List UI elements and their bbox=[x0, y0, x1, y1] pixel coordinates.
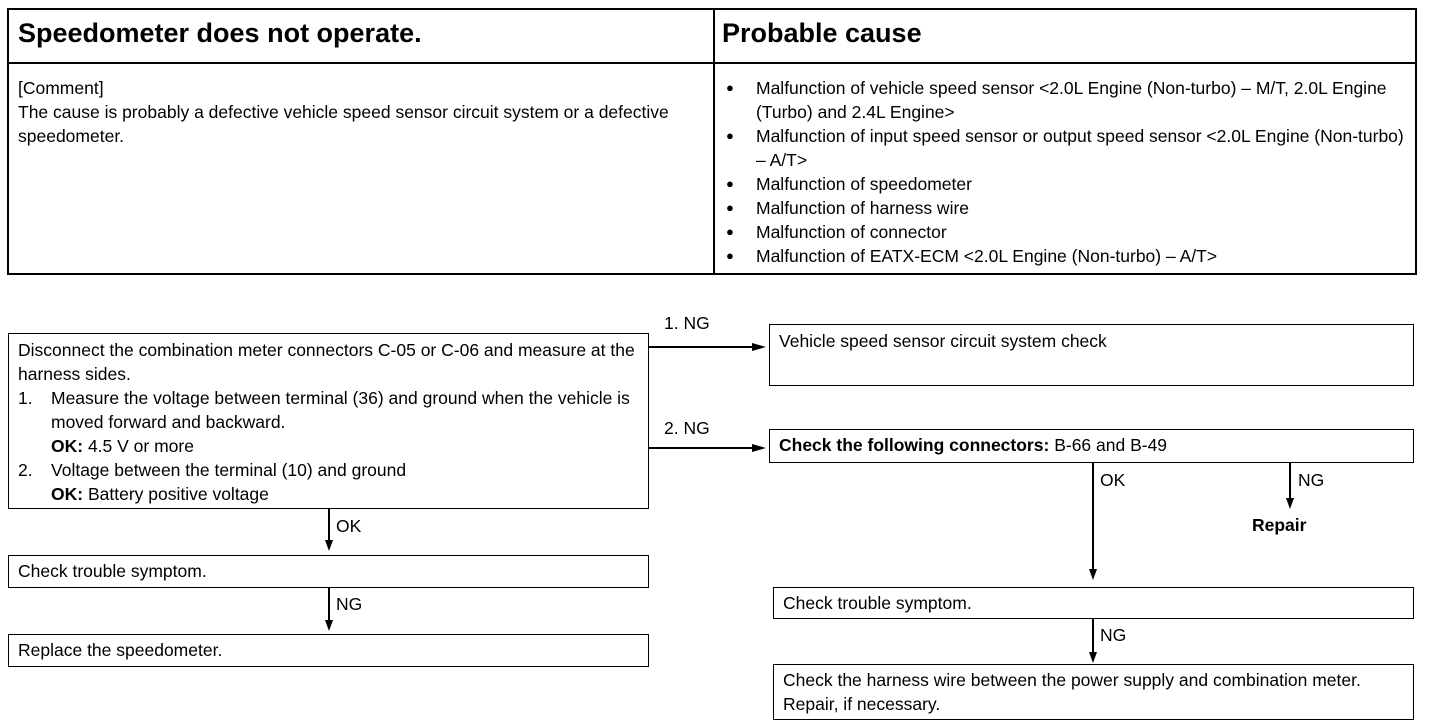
connector-line bbox=[328, 509, 330, 541]
replace-speedometer-box bbox=[8, 634, 649, 667]
cause-item: ● Malfunction of EATX-ECM <2.0L Engine (Non-turbo) – A/T> bbox=[726, 246, 1218, 266]
symptom-title: Speedometer does not operate. bbox=[18, 18, 422, 48]
cause-item: ● Malfunction of speedometer bbox=[726, 174, 972, 194]
label-ng-right-2: NG bbox=[1100, 625, 1127, 645]
table-row-divider bbox=[7, 62, 1417, 64]
harness-check-text: Check the harness wire between the power supply and combination meter. Repair, if necessary. bbox=[783, 670, 1361, 714]
check-symptom-left-text: Check trouble symptom. bbox=[18, 561, 207, 581]
connectors-check-box bbox=[769, 429, 1414, 463]
label-1-ng: 1. NG bbox=[664, 313, 710, 333]
repair-text: Repair bbox=[1252, 515, 1307, 535]
cause-item: ● Malfunction of input speed sensor or output speed sensor <2.0L Engine (Non-turbo) – A/T> bbox=[726, 126, 1404, 170]
probable-cause-title: Probable cause bbox=[722, 18, 922, 48]
comment-text: The cause is probably a defective vehicle speed sensor circuit system or a defective speedometer. bbox=[18, 102, 669, 146]
replace-speedometer-text: Replace the speedometer. bbox=[18, 640, 223, 660]
arrow-down-icon bbox=[1089, 652, 1097, 663]
vss-check-text: Vehicle speed sensor circuit system check bbox=[779, 331, 1107, 351]
cause-item: ● Malfunction of connector bbox=[726, 222, 947, 242]
connector-line bbox=[649, 447, 753, 449]
measure-voltage-step-box bbox=[8, 333, 649, 509]
connector-line bbox=[328, 588, 330, 621]
connector-line bbox=[649, 346, 753, 348]
arrow-right-icon bbox=[752, 343, 766, 351]
connector-line bbox=[1289, 463, 1291, 499]
arrow-down-icon bbox=[1089, 569, 1097, 580]
label-ok-right: OK bbox=[1100, 470, 1126, 490]
arrow-right-icon bbox=[752, 444, 766, 452]
bullet-icon: ● bbox=[726, 248, 734, 263]
step1-item-1: 1. Measure the voltage between terminal (36) and ground when the vehicle is moved forward and backward. OK: 4.5 V or more bbox=[18, 388, 630, 456]
connectors-label: Check the following connectors: bbox=[779, 435, 1050, 455]
bullet-icon: ● bbox=[726, 80, 734, 95]
vss-circuit-check-box bbox=[769, 324, 1414, 386]
bullet-icon: ● bbox=[726, 128, 734, 143]
label-ng-right: NG bbox=[1298, 470, 1325, 490]
comment-label: [Comment] bbox=[18, 78, 104, 98]
check-symptom-right-text: Check trouble symptom. bbox=[783, 593, 972, 613]
harness-wire-check-box bbox=[773, 664, 1414, 720]
arrow-down-icon bbox=[325, 540, 333, 551]
connectors-value: B-66 and B-49 bbox=[1054, 435, 1168, 455]
arrow-down-icon bbox=[325, 620, 333, 631]
check-symptom-left-box bbox=[8, 555, 649, 588]
cause-list bbox=[720, 76, 1410, 268]
cause-item: ● Malfunction of vehicle speed sensor <2.0L Engine (Non-turbo) – M/T, 2.0L Engine (Turbo) and 2.4L Engine> bbox=[726, 78, 1387, 122]
connector-line bbox=[1092, 619, 1094, 653]
label-2-ng: 2. NG bbox=[664, 418, 710, 438]
comment-block bbox=[18, 76, 708, 148]
bullet-icon: ● bbox=[726, 224, 734, 239]
cause-item: ● Malfunction of harness wire bbox=[726, 198, 970, 218]
check-symptom-right-box bbox=[773, 587, 1414, 619]
table-column-divider bbox=[713, 8, 715, 275]
bullet-icon: ● bbox=[726, 176, 734, 191]
bullet-icon: ● bbox=[726, 200, 734, 215]
arrow-down-icon bbox=[1286, 498, 1294, 509]
step1-item-2: 2. Voltage between the terminal (10) and ground OK: Battery positive voltage bbox=[18, 460, 407, 504]
connector-line bbox=[1092, 463, 1094, 570]
label-ok-left: OK bbox=[336, 516, 362, 536]
label-ng-left: NG bbox=[336, 594, 363, 614]
step1-intro: Disconnect the combination meter connectors C-05 or C-06 and measure at the harness sides. bbox=[18, 340, 635, 384]
